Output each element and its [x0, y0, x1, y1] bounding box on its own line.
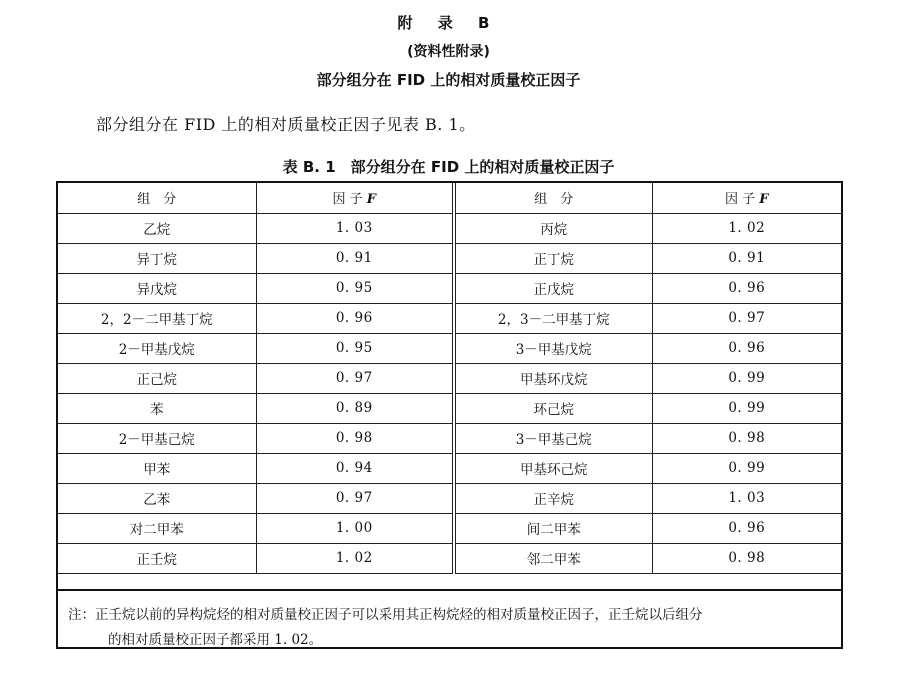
cell-component-left: 乙苯	[58, 483, 256, 513]
table-row	[58, 393, 841, 423]
table-row	[58, 213, 841, 243]
cell-component-left: 正己烷	[58, 363, 256, 393]
table-caption: 表 B. 1 部分组分在 FID 上的相对质量校正因子	[282, 158, 615, 176]
cell-factor-left: 0. 95	[256, 273, 454, 303]
cell-component-right: 甲基环己烷	[454, 453, 652, 483]
appendix-nature: (资料性附录)	[407, 44, 490, 60]
cell-factor-right: 0. 97	[652, 303, 841, 333]
cell-component-right: 3－甲基戊烷	[454, 333, 652, 363]
cell-factor-left: 0. 95	[256, 333, 454, 363]
table-row	[58, 303, 841, 333]
cell-factor-left: 0. 89	[256, 393, 454, 423]
note-line-1: 注：正壬烷以前的异构烷烃的相对质量校正因子可以采用其正构烷烃的相对质量校正因子，正壬烷以后组分	[68, 607, 703, 623]
table-header-row	[58, 183, 841, 213]
cell-component-left: 2－甲基戊烷	[58, 333, 256, 363]
table-row	[58, 513, 841, 543]
cell-component-left: 异丁烷	[58, 243, 256, 273]
cell-factor-left: 0. 97	[256, 483, 454, 513]
cell-component-right: 丙烷	[454, 213, 652, 243]
header-factor-symbol: F	[759, 192, 769, 208]
cell-component-left: 2－甲基己烷	[58, 423, 256, 453]
cell-component-right: 环己烷	[454, 393, 652, 423]
cell-component-right: 间二甲苯	[454, 513, 652, 543]
note-line-2: 的相对质量校正因子都采用 1. 02。	[108, 632, 323, 648]
intro-paragraph: 部分组分在 FID 上的相对质量校正因子见表 B. 1。	[96, 115, 476, 134]
appendix-label: 附 录 B	[397, 14, 500, 32]
appendix-title: 部分组分在 FID 上的相对质量校正因子	[316, 71, 581, 89]
cell-component-left: 对二甲苯	[58, 513, 256, 543]
cell-component-right: 3－甲基己烷	[454, 423, 652, 453]
cell-factor-left: 0. 91	[256, 243, 454, 273]
cell-component-right: 2，3－二甲基丁烷	[454, 303, 652, 333]
cell-component-right: 甲基环戊烷	[454, 363, 652, 393]
cell-component-right: 正辛烷	[454, 483, 652, 513]
cell-factor-right: 0. 99	[652, 393, 841, 423]
header-factor-prefix: 因 子	[724, 192, 756, 208]
cell-factor-right: 1. 03	[652, 483, 841, 513]
cell-component-left: 苯	[58, 393, 256, 423]
cell-component-right: 正丁烷	[454, 243, 652, 273]
cell-factor-right: 1. 02	[652, 213, 841, 243]
factor-table-box	[56, 181, 843, 649]
table-row	[58, 483, 841, 513]
cell-factor-right: 0. 96	[652, 513, 841, 543]
header-factor-prefix: 因 子	[332, 192, 363, 208]
cell-component-left: 乙烷	[58, 213, 256, 243]
cell-component-left: 甲苯	[58, 453, 256, 483]
cell-factor-left: 0. 94	[256, 453, 454, 483]
table-row	[58, 363, 841, 393]
cell-factor-left: 1. 00	[256, 513, 454, 543]
table-note	[58, 589, 841, 649]
table-row	[58, 453, 841, 483]
header-factor-symbol: F	[366, 192, 376, 208]
table-row	[58, 243, 841, 273]
table-body	[58, 213, 841, 573]
cell-factor-left: 0. 98	[256, 423, 454, 453]
cell-factor-right: 0. 99	[652, 453, 841, 483]
table-row	[58, 333, 841, 363]
cell-component-right: 邻二甲苯	[454, 543, 652, 573]
header-component-left: 组 分	[58, 183, 256, 213]
cell-component-left: 正壬烷	[58, 543, 256, 573]
table-row	[58, 423, 841, 453]
header-component-right: 组 分	[454, 183, 652, 213]
cell-factor-right: 0. 99	[652, 363, 841, 393]
cell-factor-right: 0. 91	[652, 243, 841, 273]
cell-component-right: 正戊烷	[454, 273, 652, 303]
table-row	[58, 543, 841, 573]
cell-factor-right: 0. 96	[652, 273, 841, 303]
header-factor-left	[256, 183, 454, 213]
cell-factor-right: 0. 98	[652, 543, 841, 573]
cell-factor-left: 0. 96	[256, 303, 454, 333]
cell-component-left: 2，2－二甲基丁烷	[58, 303, 256, 333]
cell-factor-left: 0. 97	[256, 363, 454, 393]
cell-factor-left: 1. 02	[256, 543, 454, 573]
factor-table	[58, 183, 841, 574]
table-row	[58, 273, 841, 303]
cell-component-left: 异戊烷	[58, 273, 256, 303]
header-factor-right	[652, 183, 841, 213]
cell-factor-left: 1. 03	[256, 213, 454, 243]
cell-factor-right: 0. 98	[652, 423, 841, 453]
cell-factor-right: 0. 96	[652, 333, 841, 363]
